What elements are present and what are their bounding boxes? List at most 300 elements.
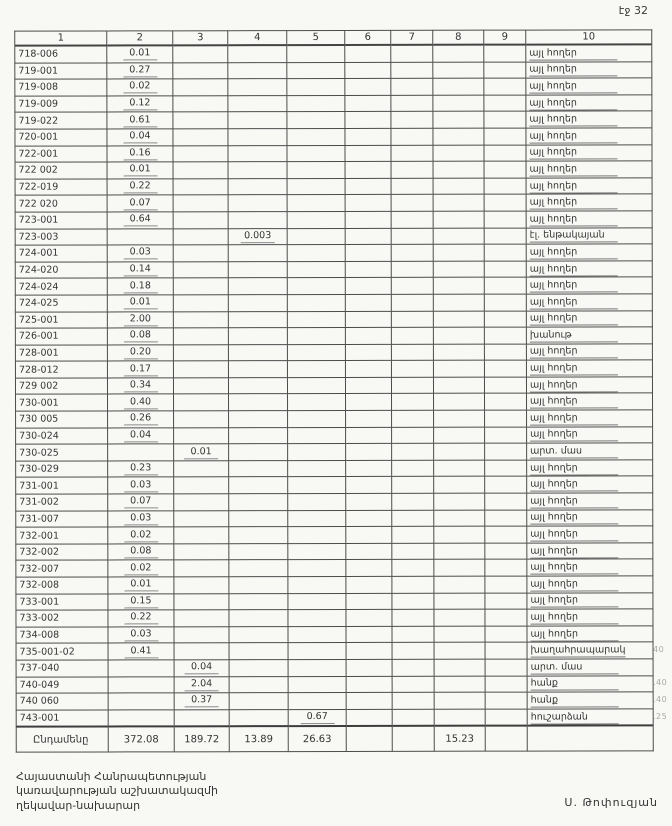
total-row — [16, 726, 653, 753]
cell-col3 — [173, 261, 228, 278]
cell-col2 — [108, 510, 174, 527]
cell-col10 — [526, 78, 652, 95]
cell-col9 — [484, 128, 526, 145]
cell-col2 — [107, 361, 173, 378]
area-value: 0.37 — [185, 695, 219, 708]
cell-col1: 719-009 — [15, 96, 107, 113]
cell-col6 — [345, 211, 391, 228]
area-value: 0.01 — [184, 446, 218, 459]
cell-col1: 731-002 — [16, 494, 108, 511]
area-value: 0.17 — [123, 363, 157, 376]
cell-col3 — [174, 427, 229, 444]
area-value: 0.26 — [124, 413, 158, 426]
table-row — [15, 178, 652, 196]
cell-col4 — [229, 394, 288, 411]
cell-col10 — [527, 559, 653, 576]
area-value: 0.03 — [123, 247, 157, 260]
cell-col3 — [173, 195, 228, 212]
column-header-4: 4 — [228, 31, 287, 46]
cell-col5 — [288, 576, 346, 593]
cell-col10 — [527, 609, 653, 626]
cell-col4 — [229, 709, 288, 726]
cell-col2 — [108, 593, 174, 610]
total-cell-col8: 15.23 — [434, 726, 485, 752]
cell-col9 — [485, 443, 527, 460]
cell-col4 — [229, 494, 288, 511]
total-cell-col2: 372.08 — [108, 727, 174, 753]
cell-col5 — [288, 477, 346, 494]
cell-col2 — [108, 461, 174, 478]
cell-col5 — [287, 261, 345, 278]
land-use-text: այլ հողեր — [529, 46, 617, 60]
cell-col4 — [229, 477, 288, 494]
cell-col2 — [108, 643, 174, 660]
cell-col1: 720-001 — [15, 129, 107, 146]
cell-col2 — [107, 345, 173, 362]
cell-col2 — [108, 627, 174, 644]
cell-col8 — [434, 560, 485, 577]
cell-col6 — [346, 477, 392, 494]
cell-col6 — [345, 311, 391, 328]
cell-col1: 732-001 — [16, 527, 108, 544]
cell-col7 — [392, 643, 434, 660]
cell-col4 — [228, 311, 287, 328]
footer-line-2: կառավարության աշխատակազմի — [16, 784, 218, 798]
cell-col6 — [345, 162, 391, 179]
cell-col1: 743-001 — [16, 710, 108, 727]
cell-col7 — [391, 261, 433, 278]
land-use-text: այլ հողեր — [530, 361, 618, 375]
cell-col6 — [345, 278, 391, 295]
cell-col6 — [345, 361, 391, 378]
cell-col10 — [526, 344, 652, 361]
area-value: 0.67 — [300, 711, 334, 724]
cell-col4 — [228, 344, 287, 361]
cell-col4 — [228, 245, 287, 262]
table-body — [15, 44, 653, 727]
cell-col4 — [229, 543, 288, 560]
cell-col1: 734-008 — [16, 627, 108, 644]
cell-col4 — [228, 178, 287, 195]
cell-col6 — [345, 45, 391, 62]
cell-col6 — [346, 493, 392, 510]
cell-col2 — [108, 394, 174, 411]
cell-col8 — [434, 493, 485, 510]
cell-col5 — [288, 444, 346, 461]
cell-col10 — [526, 227, 652, 244]
cell-col5 — [288, 460, 346, 477]
cell-col9 — [485, 709, 527, 726]
cell-col8 — [434, 510, 485, 527]
total-cell-col10 — [527, 726, 653, 752]
cell-col2 — [107, 179, 173, 196]
cell-col7 — [392, 493, 434, 510]
cell-col9 — [485, 460, 527, 477]
cell-col6 — [345, 294, 391, 311]
header-row — [15, 30, 652, 46]
signatory-title-block — [16, 770, 218, 813]
cell-col1: 724-001 — [15, 245, 107, 262]
cell-col5 — [287, 377, 345, 394]
table-row — [15, 261, 652, 279]
cell-col4 — [229, 411, 288, 428]
cell-col10 — [527, 509, 653, 526]
cell-col9 — [484, 228, 526, 245]
cell-col10 — [526, 178, 652, 195]
table-row — [15, 244, 652, 262]
cell-col3 — [174, 527, 229, 544]
table-row — [16, 410, 653, 428]
cell-col1: 732-002 — [16, 544, 108, 561]
cell-col8 — [434, 427, 485, 444]
cell-col6 — [345, 261, 391, 278]
cell-col9 — [485, 642, 527, 659]
cell-col2 — [107, 378, 173, 395]
area-value: 0.22 — [123, 180, 157, 193]
cell-col5 — [287, 211, 345, 228]
table-row — [16, 559, 653, 577]
area-value: 0.22 — [124, 612, 158, 625]
cell-col5 — [287, 95, 345, 112]
cell-col2 — [108, 577, 174, 594]
cell-col4 — [228, 162, 287, 179]
land-use-text: այլ հողեր — [529, 129, 617, 143]
cell-col2 — [108, 494, 174, 511]
cell-col7 — [392, 510, 434, 527]
cell-col7 — [392, 527, 434, 544]
cell-col9 — [484, 78, 526, 95]
cell-col10 — [527, 543, 653, 560]
table-row — [15, 111, 652, 129]
cell-col3 — [173, 328, 228, 345]
cell-col3 — [173, 344, 228, 361]
cell-col8 — [434, 659, 485, 676]
cell-col8 — [434, 676, 485, 693]
cell-col8 — [434, 609, 485, 626]
table-row — [16, 592, 653, 610]
cell-col3 — [174, 560, 229, 577]
cell-col8 — [434, 410, 485, 427]
cell-col9 — [485, 659, 527, 676]
cell-col4 — [229, 643, 288, 660]
area-value: 0.04 — [185, 662, 219, 675]
cell-col4 — [229, 560, 288, 577]
cell-col1: 719-022 — [15, 112, 107, 129]
table-row — [15, 78, 652, 96]
cell-col2 — [107, 328, 173, 345]
cell-col3 — [174, 394, 229, 411]
cell-col3 — [174, 660, 229, 677]
cell-col8 — [434, 643, 485, 660]
land-use-text: խանութ — [530, 328, 618, 342]
area-value: 2.00 — [123, 313, 157, 326]
area-value: 0.15 — [124, 595, 158, 608]
cell-col9 — [484, 311, 526, 328]
cell-col9 — [484, 261, 526, 278]
area-value: 0.27 — [123, 64, 157, 77]
cell-col7 — [392, 543, 434, 560]
area-value: 0.03 — [124, 479, 158, 492]
cell-col7 — [392, 410, 434, 427]
cell-col9 — [484, 95, 526, 112]
cell-col3 — [174, 494, 229, 511]
cell-col5 — [287, 245, 345, 262]
column-header-1: 1 — [15, 31, 107, 46]
cell-col7 — [391, 178, 433, 195]
cell-col3 — [174, 676, 229, 693]
cell-col8 — [433, 45, 484, 62]
area-value: 0.02 — [124, 562, 158, 575]
cell-col10 — [527, 675, 653, 692]
table-row — [16, 526, 653, 544]
cell-col2 — [108, 427, 174, 444]
cell-col3 — [174, 411, 229, 428]
cell-col2 — [107, 129, 173, 146]
cell-col8 — [434, 709, 485, 726]
cell-col5 — [287, 278, 345, 295]
cell-col10 — [527, 709, 653, 726]
cell-col8 — [433, 178, 484, 195]
cell-col10 — [527, 410, 653, 427]
cell-col7 — [391, 294, 433, 311]
cell-col1: 724-020 — [15, 262, 107, 279]
land-use-text: այլ հողեր — [530, 162, 618, 176]
cell-col10 — [527, 526, 653, 543]
cell-col2 — [107, 145, 173, 162]
cell-col7 — [391, 377, 433, 394]
table-row — [15, 211, 652, 229]
column-header-7: 7 — [391, 30, 433, 45]
table-row — [15, 128, 652, 146]
cell-col2 — [108, 610, 174, 627]
cell-col5 — [288, 527, 346, 544]
cell-col2 — [107, 295, 173, 312]
cell-col1: 722 002 — [15, 162, 107, 179]
cell-col5 — [288, 411, 346, 428]
cell-col3 — [174, 577, 229, 594]
cell-col4 — [228, 278, 287, 295]
footer-line-1: Հայաստանի Հանրապետության — [16, 770, 207, 783]
cell-col7 — [391, 344, 433, 361]
cell-col4 — [229, 626, 288, 643]
area-value: 0.14 — [123, 263, 157, 276]
cell-col1: 740 060 — [16, 693, 108, 710]
cell-col6 — [346, 427, 392, 444]
cell-col10 — [526, 360, 652, 377]
table-row — [15, 310, 652, 328]
cell-col7 — [391, 128, 433, 145]
cell-col2 — [107, 62, 173, 79]
cell-col7 — [391, 195, 433, 212]
land-use-text: այլ հողեր — [530, 478, 618, 492]
cell-col9 — [484, 294, 526, 311]
cell-col8 — [434, 460, 485, 477]
cell-col3 — [173, 295, 228, 312]
area-value: 0.34 — [123, 380, 157, 393]
cell-col7 — [392, 676, 434, 693]
cell-col8 — [433, 294, 484, 311]
cell-col10 — [526, 327, 652, 344]
cell-col7 — [391, 228, 433, 245]
cell-col1: 724-024 — [15, 278, 107, 295]
cell-col5 — [288, 693, 346, 710]
land-use-text: այլ հողեր — [530, 527, 618, 541]
area-value: 0.01 — [123, 48, 157, 61]
land-use-text: այլ հողեր — [530, 295, 618, 309]
cell-col9 — [484, 161, 526, 178]
table-row — [15, 227, 652, 245]
cell-col10 — [526, 111, 652, 128]
land-use-text: արտ. մաս — [531, 660, 619, 674]
cell-col1: 722 020 — [15, 195, 107, 212]
cell-col8 — [433, 344, 484, 361]
land-use-text: այլ հողեր — [529, 63, 617, 77]
cell-col8 — [433, 360, 484, 377]
area-value: 0.08 — [124, 545, 158, 558]
area-value: 0.04 — [124, 429, 158, 442]
cell-col5 — [287, 128, 345, 145]
cell-col5 — [287, 361, 345, 378]
land-use-text: այլ հողեր — [530, 594, 618, 608]
cell-col7 — [392, 659, 434, 676]
land-use-text: այլ հողեր — [530, 179, 618, 193]
cell-col7 — [391, 244, 433, 261]
area-value: 0.64 — [123, 214, 157, 227]
column-header-9: 9 — [484, 30, 526, 45]
table-row — [15, 161, 652, 179]
table-row — [16, 509, 653, 527]
cell-col4 — [228, 361, 287, 378]
cell-col7 — [391, 311, 433, 328]
land-use-text: այլ հողեր — [530, 395, 618, 409]
cell-col6 — [345, 145, 391, 162]
cell-col2 — [108, 477, 174, 494]
table-row — [16, 393, 653, 411]
cell-col5 — [288, 676, 346, 693]
cell-col6 — [345, 79, 391, 96]
cell-col10 — [526, 144, 652, 161]
cell-col1: 728-012 — [15, 361, 107, 378]
column-header-3: 3 — [173, 31, 228, 46]
column-header-2: 2 — [107, 31, 173, 46]
cell-col2 — [108, 411, 174, 428]
cell-col1: 723-001 — [15, 212, 107, 229]
land-use-text: այլ հողեր — [530, 245, 618, 259]
cell-col10 — [527, 476, 653, 493]
cell-col7 — [392, 427, 434, 444]
cell-col8 — [433, 277, 484, 294]
cell-col7 — [391, 95, 433, 112]
land-use-text: հուշարձան — [531, 710, 619, 724]
table-row — [16, 659, 653, 677]
area-value: 0.41 — [124, 645, 158, 658]
cell-col8 — [434, 526, 485, 543]
cell-col3 — [174, 477, 229, 494]
cell-col6 — [345, 62, 391, 79]
cell-col5 — [288, 643, 346, 660]
cell-col9 — [485, 626, 527, 643]
land-use-text: էլ. ենթակայան — [530, 229, 618, 243]
cell-col1: 718-006 — [15, 45, 107, 62]
cell-col3 — [173, 45, 228, 62]
cell-col4 — [228, 377, 287, 394]
cell-col10 — [526, 211, 652, 228]
cell-col4 — [228, 45, 287, 62]
land-use-text: այլ հողեր — [530, 279, 618, 293]
cell-col4 — [228, 328, 287, 345]
cell-col10 — [527, 393, 653, 410]
total-cell-col5: 26.63 — [288, 726, 346, 752]
column-header-8: 8 — [433, 30, 484, 45]
page-number: էջ 32 — [618, 4, 648, 17]
area-value: 0.03 — [124, 628, 158, 641]
cell-col7 — [392, 626, 434, 643]
cell-col4 — [229, 610, 288, 627]
cell-col1: 728-001 — [15, 345, 107, 362]
cell-col10 — [527, 592, 653, 609]
area-value: 0.07 — [124, 496, 158, 509]
cell-col6 — [346, 659, 392, 676]
cell-col6 — [346, 643, 392, 660]
cell-col6 — [345, 327, 391, 344]
handwritten-margin-mark: 40 — [653, 645, 665, 655]
cell-col1: 731-007 — [16, 511, 108, 528]
table-row — [16, 426, 653, 444]
area-value: 0.01 — [123, 297, 157, 310]
cell-col7 — [391, 112, 433, 129]
area-value: 0.03 — [124, 512, 158, 525]
cell-col6 — [346, 410, 392, 427]
cell-col7 — [391, 45, 433, 62]
area-value: 0.003 — [241, 230, 275, 243]
table-row — [15, 277, 652, 295]
cell-col9 — [484, 178, 526, 195]
cell-col1: 733-002 — [16, 610, 108, 627]
cell-col10 — [526, 128, 652, 145]
cell-col2 — [107, 96, 173, 113]
cell-col6 — [345, 377, 391, 394]
cell-col7 — [392, 560, 434, 577]
cell-col1: 723-003 — [15, 229, 107, 246]
cell-col3 — [173, 245, 228, 262]
cell-col10 — [526, 61, 652, 78]
area-value: 0.23 — [124, 463, 158, 476]
cell-col6 — [345, 112, 391, 129]
cell-col5 — [288, 427, 346, 444]
cell-col8 — [433, 211, 484, 228]
table-row — [15, 95, 652, 113]
cell-col3 — [174, 627, 229, 644]
cell-col8 — [434, 626, 485, 643]
cell-col10 — [527, 692, 653, 709]
cell-col2 — [107, 278, 173, 295]
cell-col3 — [173, 278, 228, 295]
cell-col3 — [174, 461, 229, 478]
cell-col10 — [526, 194, 652, 211]
cell-col5 — [288, 709, 346, 726]
cell-col7 — [392, 460, 434, 477]
cell-col9 — [485, 609, 527, 626]
cell-col10 — [526, 294, 652, 311]
table-row — [15, 194, 652, 212]
cell-col5 — [287, 311, 345, 328]
cell-col4 — [228, 145, 287, 162]
cell-col8 — [433, 112, 484, 129]
cell-col10 — [526, 244, 652, 261]
cell-col4 — [229, 593, 288, 610]
cell-col6 — [346, 560, 392, 577]
cell-col9 — [484, 111, 526, 128]
